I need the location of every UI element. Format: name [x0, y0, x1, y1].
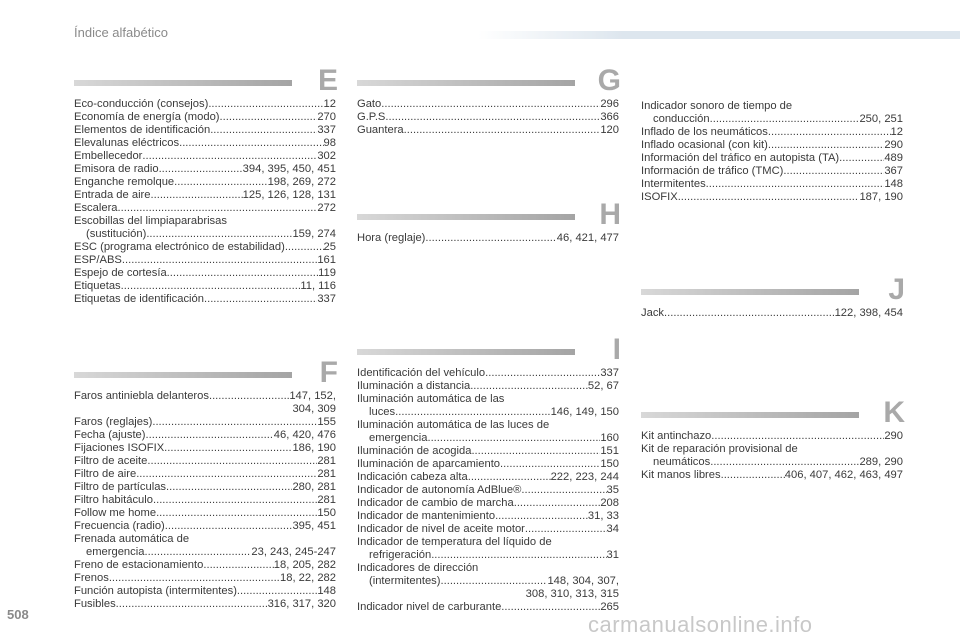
index-entry — [357, 393, 619, 406]
index-entry — [74, 150, 336, 163]
entry-term: Información de tráfico (TMC) — [641, 165, 784, 177]
dot-leader — [118, 202, 318, 215]
index-entry — [74, 176, 336, 189]
index-entry — [74, 533, 336, 546]
entry-pages: 222, 223, 244 — [550, 471, 619, 483]
entry-term: Indicador de autonomía AdBlue® — [357, 484, 522, 496]
entry-pages: 160 — [600, 432, 619, 444]
section-letter: F — [319, 356, 338, 389]
index-entry — [641, 469, 903, 482]
entry-pages: 290 — [884, 430, 903, 442]
index-entry — [74, 520, 336, 533]
entry-term: Indicador de mantenimiento — [357, 510, 496, 522]
entry-term: Intermitentes — [641, 178, 706, 190]
entry-term: Gato — [357, 98, 382, 110]
index-entry — [74, 280, 336, 293]
dot-leader — [768, 139, 884, 152]
index-entry — [357, 601, 619, 614]
dot-leader — [501, 601, 600, 614]
dot-leader — [514, 497, 601, 510]
entry-pages: 147, 152, — [289, 390, 336, 402]
index-entry — [641, 139, 903, 152]
entry-term: G.P.S. — [357, 111, 389, 123]
index-entry — [357, 432, 619, 445]
entry-term: Embellecedor — [74, 150, 143, 162]
entry-term: Faros antiniebla delanteros — [74, 390, 209, 402]
section-rule — [357, 80, 575, 86]
index-entry — [74, 267, 336, 280]
index-entry — [74, 390, 336, 403]
entry-pages: 148 — [884, 178, 903, 190]
index-entry — [641, 307, 903, 320]
section-letter: H — [599, 198, 621, 231]
dot-leader — [395, 406, 550, 419]
dot-leader — [167, 267, 318, 280]
page-number: 508 — [7, 607, 29, 622]
index-entry — [74, 546, 336, 559]
entry-term: Espejo de cortesía — [74, 267, 167, 279]
dot-leader — [144, 546, 251, 559]
index-entry — [641, 430, 903, 443]
dot-leader — [768, 126, 891, 139]
entry-term: Kit manos libres — [641, 469, 721, 481]
dot-leader — [109, 572, 280, 585]
index-entry — [74, 124, 336, 137]
dot-leader — [431, 549, 606, 562]
entry-term: Etiquetas de identificación — [74, 293, 204, 305]
entry-pages: 125, 126, 128, 131 — [242, 189, 336, 201]
section-i-continued — [641, 100, 903, 204]
entry-term: conducción — [653, 113, 710, 125]
entry-term: Emisora de radio — [74, 163, 159, 175]
entry-pages: 198, 269, 272 — [267, 176, 336, 188]
section-f — [74, 352, 336, 611]
entry-term: Filtro de partículas — [74, 481, 167, 493]
index-entry — [357, 497, 619, 510]
index-entry — [641, 152, 903, 165]
entry-term: Iluminación a distancia — [357, 380, 471, 392]
dot-leader — [381, 98, 600, 111]
entry-pages: 281 — [317, 455, 336, 467]
index-entries — [357, 367, 619, 614]
entry-pages: 155 — [317, 416, 336, 428]
dot-leader — [147, 455, 317, 468]
dot-leader — [174, 176, 267, 189]
section-rule — [641, 412, 859, 418]
entry-term: Inflado ocasional (con kit) — [641, 139, 768, 151]
index-entry — [74, 189, 336, 202]
entry-pages: 52, 67 — [587, 380, 619, 392]
section-rule — [357, 349, 575, 355]
dot-leader — [136, 468, 317, 481]
dot-leader — [146, 228, 292, 241]
dot-leader — [783, 165, 884, 178]
entry-term: Freno de estacionamiento — [74, 559, 204, 571]
entry-pages: 290 — [884, 139, 903, 151]
index-entry — [74, 403, 336, 416]
entry-term: Filtro de aceite — [74, 455, 148, 467]
section-g — [357, 60, 619, 137]
entry-pages: 281 — [317, 468, 336, 480]
entry-pages: 394, 395, 450, 451 — [242, 163, 336, 175]
entry-pages: 46, 420, 476 — [273, 429, 336, 441]
entry-term: Indicador sonoro de tiempo de — [641, 100, 793, 112]
entry-term: Fijaciones ISOFIX — [74, 442, 165, 454]
entry-pages: 12 — [890, 126, 903, 138]
entry-term: (sustitución) — [86, 228, 147, 240]
section-letter: G — [597, 64, 621, 97]
dot-leader — [525, 523, 607, 536]
entry-pages: 151 — [600, 445, 619, 457]
entry-pages: 34 — [606, 523, 619, 535]
index-entry — [357, 510, 619, 523]
section-header — [641, 392, 905, 429]
dot-leader — [220, 111, 318, 124]
index-entry — [641, 178, 903, 191]
index-entries — [641, 100, 903, 204]
entry-pages: 366 — [600, 111, 619, 123]
section-header — [357, 329, 621, 366]
entry-pages: 148, 304, 307, — [547, 575, 619, 587]
index-entry — [357, 471, 619, 484]
entry-term: Fusibles — [74, 598, 116, 610]
section-e — [74, 60, 336, 306]
entry-pages: 119 — [318, 267, 336, 279]
entry-term: Follow me home — [74, 507, 157, 519]
index-entry — [357, 232, 619, 245]
entry-term: Indicador de nivel de aceite motor — [357, 523, 525, 535]
dot-leader — [721, 469, 785, 482]
index-entry — [357, 536, 619, 549]
entry-term: emergencia — [369, 432, 428, 444]
section-letter: I — [612, 333, 621, 366]
entry-term: (intermitentes) — [369, 575, 441, 587]
dot-leader — [159, 163, 243, 176]
dot-leader — [495, 510, 588, 523]
entry-pages: 18, 22, 282 — [280, 572, 336, 584]
entry-pages: 395, 451 — [292, 520, 336, 532]
entry-term: Iluminación automática de las luces de — [357, 419, 550, 431]
index-entry — [74, 137, 336, 150]
dot-leader — [152, 416, 317, 429]
entry-pages: 12 — [323, 98, 336, 110]
index-entry — [74, 98, 336, 111]
dot-leader — [285, 241, 324, 254]
entry-term: Fecha (ajuste) — [74, 429, 146, 441]
entry-pages: 337 — [600, 367, 619, 379]
entry-pages: 146, 149, 150 — [550, 406, 619, 418]
entry-pages: 302 — [317, 150, 336, 162]
entry-term: Indicador nivel de carburante — [357, 601, 502, 613]
section-rule — [74, 372, 292, 378]
entry-term: Economía de energía (modo) — [74, 111, 220, 123]
section-k — [641, 392, 903, 482]
index-entries — [641, 307, 903, 320]
entry-pages: 46, 421, 477 — [556, 232, 619, 244]
section-rule — [357, 214, 575, 220]
index-entries — [641, 430, 903, 482]
entry-term: Indicación cabeza alta — [357, 471, 468, 483]
index-entry — [357, 98, 619, 111]
entry-term: Filtro de aire — [74, 468, 137, 480]
dot-leader — [237, 585, 317, 598]
index-entry — [74, 241, 336, 254]
entry-term: Información del tráfico en autopista (TA) — [641, 152, 840, 164]
entry-pages: 122, 398, 454 — [834, 307, 903, 319]
entry-term: Jack — [641, 307, 665, 319]
entry-term: Kit antinchazo — [641, 430, 712, 442]
index-entry — [74, 442, 336, 455]
dot-leader — [179, 137, 323, 150]
dot-leader — [404, 124, 601, 137]
dot-leader — [209, 390, 289, 403]
entry-term: neumáticos — [653, 456, 711, 468]
entry-pages: 31 — [606, 549, 619, 561]
index-entry — [641, 456, 903, 469]
entry-pages: 98 — [323, 137, 336, 149]
index-entry — [357, 419, 619, 432]
section-header — [74, 60, 338, 97]
section-j — [641, 269, 903, 320]
index-entries — [74, 390, 336, 611]
entry-term: luces — [369, 406, 396, 418]
entry-pages: 337 — [317, 293, 336, 305]
section-letter: K — [883, 396, 905, 429]
entry-term: Función autopista (intermitentes) — [74, 585, 237, 597]
section-header — [641, 269, 905, 306]
entry-pages: 272 — [317, 202, 336, 214]
dot-leader — [710, 456, 859, 469]
index-entry — [74, 598, 336, 611]
entry-pages: 337 — [317, 124, 336, 136]
index-entry — [357, 484, 619, 497]
index-entry — [357, 575, 619, 588]
dot-leader — [156, 507, 317, 520]
entry-pages: 308, 310, 313, 315 — [525, 588, 619, 600]
entry-pages: 208 — [600, 497, 619, 509]
index-entry — [641, 443, 903, 456]
index-entry — [641, 100, 903, 113]
entry-term: Indicador de cambio de marcha — [357, 497, 514, 509]
index-entry — [74, 163, 336, 176]
dot-leader — [427, 432, 600, 445]
page-title: Índice alfabético — [74, 25, 168, 40]
dot-leader — [204, 293, 317, 306]
entry-pages: 25 — [323, 241, 336, 253]
index-entry — [74, 468, 336, 481]
index-entry — [357, 367, 619, 380]
entry-term: Iluminación de aparcamiento — [357, 458, 501, 470]
index-entry — [357, 588, 619, 601]
index-entry — [357, 445, 619, 458]
entry-pages: 150 — [600, 458, 619, 470]
index-entry — [74, 585, 336, 598]
index-entry — [641, 126, 903, 139]
entry-pages: 406, 407, 462, 463, 497 — [784, 469, 903, 481]
index-entry — [74, 228, 336, 241]
index-entry — [74, 572, 336, 585]
entry-term: Indicador de temperatura del líquido de — [357, 536, 552, 548]
section-header — [74, 352, 338, 389]
header-bar — [478, 31, 960, 39]
index-entry — [74, 455, 336, 468]
index-entry — [357, 523, 619, 536]
entry-term: ESC (programa electrónico de estabilidad) — [74, 241, 285, 253]
index-entries — [357, 98, 619, 137]
entry-term: Entrada de aire — [74, 189, 151, 201]
dot-leader — [468, 471, 551, 484]
index-entry — [74, 494, 336, 507]
dot-leader — [165, 520, 293, 533]
index-entries — [357, 232, 619, 245]
entry-pages: 250, 251 — [859, 113, 903, 125]
dot-leader — [711, 430, 884, 443]
entry-term: Escalera — [74, 202, 118, 214]
index-entry — [357, 458, 619, 471]
entry-term: Guantera — [357, 124, 404, 136]
dot-leader — [166, 481, 292, 494]
index-entry — [74, 254, 336, 267]
dot-leader — [122, 254, 317, 267]
index-entry — [357, 549, 619, 562]
index-entry — [357, 406, 619, 419]
dot-leader — [151, 189, 243, 202]
dot-leader — [146, 429, 274, 442]
dot-leader — [164, 442, 292, 455]
dot-leader — [485, 367, 600, 380]
index-entry — [74, 202, 336, 215]
entry-term: Eco-conducción (consejos) — [74, 98, 209, 110]
entry-pages: 187, 190 — [859, 191, 903, 203]
dot-leader — [116, 598, 268, 611]
dot-leader — [471, 445, 600, 458]
dot-leader — [203, 559, 273, 572]
index-entry — [357, 124, 619, 137]
entry-term: Elementos de identificación — [74, 124, 211, 136]
entry-term: Identificación del vehículo — [357, 367, 486, 379]
section-rule — [74, 80, 292, 86]
index-entry — [74, 293, 336, 306]
entry-term: Indicadores de dirección — [357, 562, 479, 574]
entry-term: Etiquetas — [74, 280, 121, 292]
entry-pages: 31, 33 — [587, 510, 619, 522]
index-entry — [74, 416, 336, 429]
index-entry — [74, 215, 336, 228]
entry-term: Elevalunas eléctricos — [74, 137, 180, 149]
entry-term: Faros (reglajes) — [74, 416, 153, 428]
dot-leader — [470, 380, 588, 393]
index-entry — [74, 481, 336, 494]
entry-pages: 270 — [317, 111, 336, 123]
entry-pages: 120 — [600, 124, 619, 136]
section-header — [357, 60, 621, 97]
entry-pages: 11, 116 — [300, 280, 336, 292]
entry-term: Inflado de los neumáticos — [641, 126, 768, 138]
dot-leader — [706, 178, 885, 191]
entry-pages: 296 — [600, 98, 619, 110]
entry-term: ESP/ABS — [74, 254, 122, 266]
dot-leader — [710, 113, 860, 126]
entry-pages: 367 — [884, 165, 903, 177]
index-entries — [74, 98, 336, 306]
entry-term: Frenos — [74, 572, 109, 584]
entry-term: ISOFIX — [641, 191, 678, 203]
dot-leader — [425, 232, 556, 245]
entry-pages: 289, 290 — [859, 456, 903, 468]
entry-pages: 489 — [884, 152, 903, 164]
dot-leader — [664, 307, 835, 320]
dot-leader — [839, 152, 884, 165]
dot-leader — [208, 98, 323, 111]
dot-leader — [389, 111, 601, 124]
index-entry — [74, 111, 336, 124]
dot-leader — [678, 191, 860, 204]
entry-term: Escobillas del limpiaparabrisas — [74, 215, 227, 227]
entry-pages: 265 — [600, 601, 619, 613]
section-i — [357, 329, 619, 614]
entry-pages: 23, 243, 245-247 — [251, 546, 336, 558]
index-entry — [357, 562, 619, 575]
entry-term: Frecuencia (radio) — [74, 520, 165, 532]
entry-pages: 159, 274 — [292, 228, 336, 240]
entry-term: emergencia — [86, 546, 145, 558]
index-entry — [357, 380, 619, 393]
entry-pages: 35 — [606, 484, 619, 496]
index-entry — [357, 111, 619, 124]
entry-term: Kit de reparación provisional de — [641, 443, 798, 455]
entry-pages: 18, 205, 282 — [273, 559, 336, 571]
index-entry — [74, 507, 336, 520]
entry-term: Iluminación automática de las — [357, 393, 505, 405]
dot-leader — [441, 575, 548, 588]
entry-pages: 316, 317, 320 — [267, 598, 336, 610]
section-header — [357, 194, 621, 231]
dot-leader — [121, 280, 301, 293]
entry-pages: 186, 190 — [292, 442, 336, 454]
dot-leader — [142, 150, 317, 163]
dot-leader — [210, 124, 317, 137]
entry-term: Hora (reglaje) — [357, 232, 426, 244]
entry-pages: 148 — [317, 585, 336, 597]
index-entry — [641, 191, 903, 204]
entry-term: Iluminación de acogida — [357, 445, 472, 457]
entry-term: Enganche remolque — [74, 176, 175, 188]
index-entry — [641, 113, 903, 126]
dot-leader — [500, 458, 600, 471]
section-letter: E — [317, 64, 338, 97]
entry-term: Filtro habitáculo — [74, 494, 153, 506]
entry-pages: 280, 281 — [292, 481, 336, 493]
index-entry — [74, 429, 336, 442]
index-entry — [641, 165, 903, 178]
section-h — [357, 194, 619, 245]
dot-leader — [153, 494, 317, 507]
entry-pages: 281 — [317, 494, 336, 506]
entry-pages: 304, 309 — [292, 403, 336, 415]
entry-pages: 150 — [317, 507, 336, 519]
entry-term: Frenada automática de — [74, 533, 190, 545]
section-rule — [641, 289, 859, 295]
dot-leader — [521, 484, 606, 497]
index-entry — [74, 559, 336, 572]
entry-pages: 161 — [317, 254, 336, 266]
section-letter: J — [888, 273, 905, 306]
entry-term: refrigeración — [369, 549, 432, 561]
watermark: carmanualsonline.info — [588, 612, 813, 637]
